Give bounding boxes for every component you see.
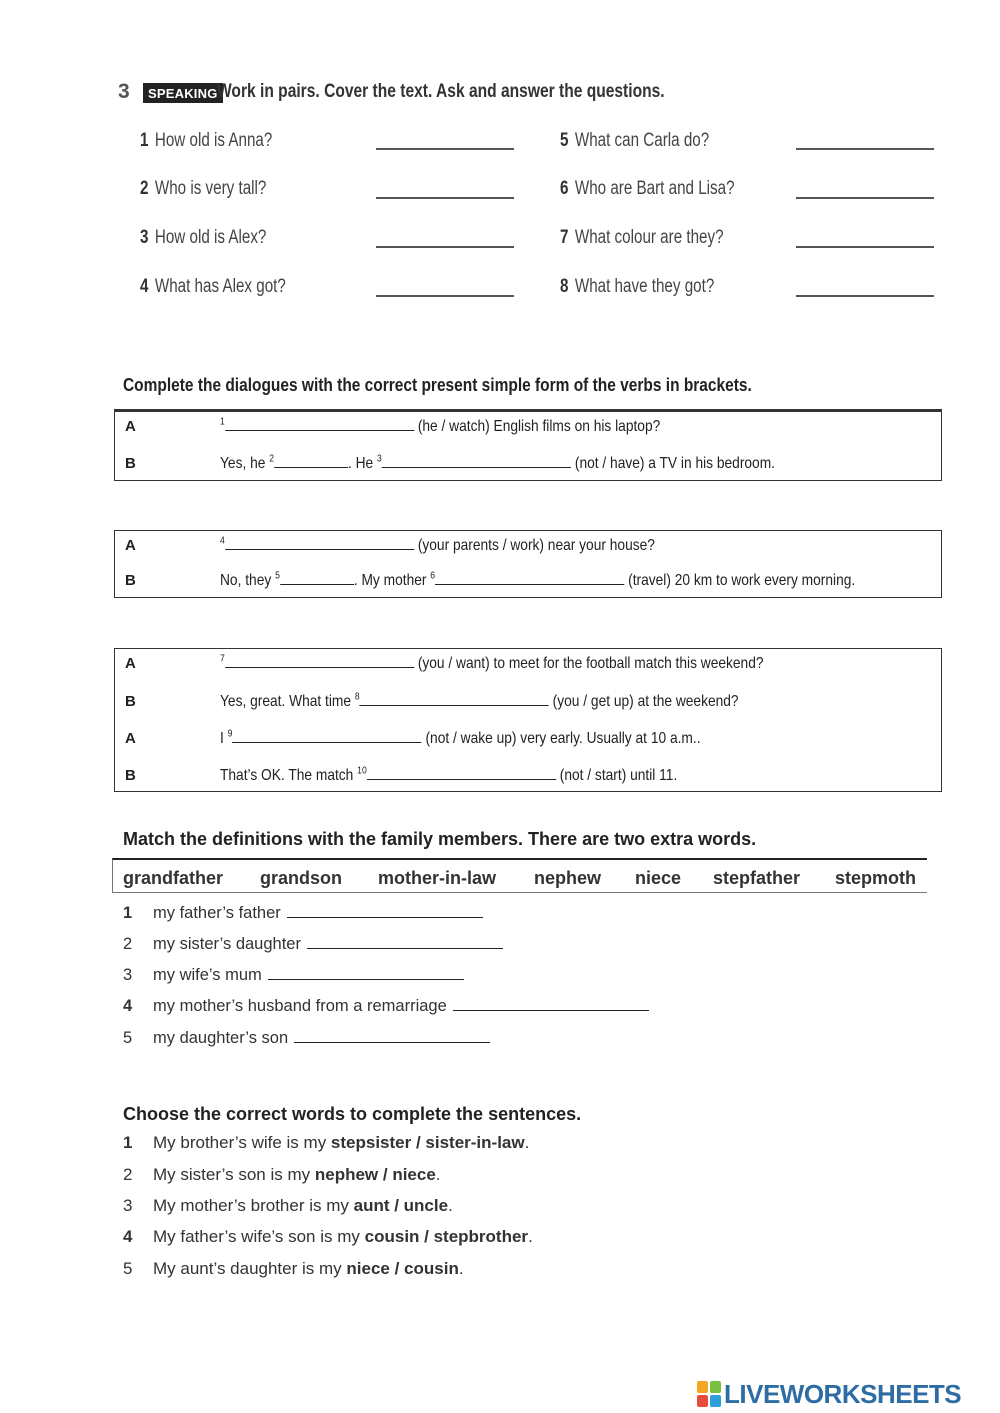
- speaker-label: A: [125, 418, 136, 435]
- answer-line[interactable]: [796, 197, 934, 199]
- question: 7 What colour are they?: [560, 227, 724, 248]
- speaker-label: B: [125, 767, 136, 784]
- logo-square: [697, 1381, 708, 1393]
- gap-blank[interactable]: [225, 535, 414, 550]
- dialogue-line: Yes, he $^2$ . He $^3$ (not / have) a TV in his bedroom.: [220, 453, 775, 472]
- answer-line[interactable]: [376, 246, 514, 248]
- dialogue-line: $^1$ (he / watch) English films on his laptop?: [220, 416, 661, 435]
- answer-line[interactable]: [287, 905, 483, 918]
- question: 2 Who is very tall?: [140, 178, 267, 199]
- word-item: stepfather: [713, 868, 801, 888]
- answer-line[interactable]: [796, 246, 934, 248]
- speaker-label: B: [125, 572, 136, 589]
- word-item: grandfather: [123, 868, 224, 888]
- logo-square: [710, 1381, 721, 1393]
- question: 8 What have they got?: [560, 276, 715, 297]
- dialogue-line: I $^9$ (not / wake up) very early. Usually at 10 a.m..: [220, 728, 701, 747]
- list-item: 2 My sister’s son is my nephew / niece.: [123, 1165, 441, 1184]
- answer-line[interactable]: [796, 148, 934, 150]
- question: 6 Who are Bart and Lisa?: [560, 178, 735, 199]
- gap-blank[interactable]: [225, 416, 414, 431]
- list-item: 5 My aunt’s daughter is my niece / cousin.: [123, 1259, 464, 1278]
- matching-title: Match the definitions with the family members. There are two extra words.: [123, 829, 757, 849]
- answer-line[interactable]: [307, 936, 503, 949]
- dialogue-box: [114, 409, 942, 481]
- answer-line[interactable]: [376, 295, 514, 297]
- list-item: 3 My mother’s brother is my aunt / uncle.: [123, 1196, 453, 1215]
- answer-line[interactable]: [376, 148, 514, 150]
- dialogue-line: $^4$ (your parents / work) near your house?: [220, 535, 655, 554]
- dialogue-line: That’s OK. The match $^{10}$ (not / start) until 11.: [220, 765, 678, 784]
- exercise-number: 3: [118, 80, 130, 103]
- answer-line[interactable]: [376, 197, 514, 199]
- exercise-instruction: Work in pairs. Cover the text. Ask and answer the questions.: [217, 81, 665, 102]
- gap-blank[interactable]: [274, 453, 348, 468]
- dialogue-box: [114, 648, 942, 792]
- word-item: stepmoth: [835, 868, 916, 888]
- dialogues-title: Complete the dialogues with the correct present simple form of the verbs in brackets.: [123, 375, 752, 395]
- question: 3 How old is Alex?: [140, 227, 267, 248]
- word-choice[interactable]: aunt / uncle: [353, 1196, 449, 1215]
- list-item: 2 my sister’s daughter: [123, 935, 503, 954]
- logo-square: [710, 1395, 721, 1407]
- answer-line[interactable]: [294, 1030, 490, 1043]
- answer-line[interactable]: [796, 295, 934, 297]
- speaking-badge: SPEAKING: [143, 83, 223, 103]
- dialogue-line: No, they $^5$ . My mother $^6$ (travel) 20 km to work every morning.: [220, 570, 856, 589]
- logo-square: [697, 1395, 708, 1407]
- question: 5 What can Carla do?: [560, 130, 710, 151]
- liveworksheets-logo[interactable]: [697, 1378, 961, 1410]
- logo-text: LIVEWORKSHEETS: [724, 1378, 962, 1409]
- word-box: [112, 858, 927, 893]
- gap-blank[interactable]: [280, 570, 354, 585]
- logo-icon: [697, 1381, 721, 1407]
- gap-blank[interactable]: [360, 691, 549, 706]
- gap-blank[interactable]: [232, 728, 421, 743]
- gap-blank[interactable]: [225, 653, 414, 668]
- dialogue-box: [114, 530, 942, 598]
- word-choice[interactable]: niece / cousin: [346, 1259, 459, 1278]
- answer-line[interactable]: [268, 967, 464, 980]
- speaker-label: B: [125, 693, 136, 710]
- word-item: niece: [635, 868, 682, 888]
- gap-blank[interactable]: [382, 453, 571, 468]
- speaker-label: A: [125, 730, 136, 747]
- answer-line[interactable]: [453, 998, 649, 1011]
- speaker-label: A: [125, 655, 136, 672]
- choose-title: Choose the correct words to complete the sentences.: [123, 1104, 582, 1124]
- list-item: 5 my daughter’s son: [123, 1029, 490, 1048]
- word-item: mother-in-law: [378, 868, 497, 888]
- word-item: grandson: [260, 868, 343, 888]
- question: 1 How old is Anna?: [140, 130, 273, 151]
- list-item: 1 my father’s father: [123, 904, 483, 923]
- dialogue-line: $^7$ (you / want) to meet for the football match this weekend?: [220, 653, 764, 672]
- word-choice[interactable]: nephew / niece: [314, 1165, 436, 1184]
- word-item: nephew: [534, 868, 602, 888]
- list-item: 1 My brother’s wife is my stepsister / sister-in-law.: [123, 1133, 530, 1152]
- gap-blank[interactable]: [435, 570, 624, 585]
- word-choice[interactable]: cousin / stepbrother: [364, 1227, 529, 1246]
- word-choice[interactable]: stepsister / sister-in-law: [330, 1133, 525, 1152]
- speaker-label: A: [125, 537, 136, 554]
- speaker-label: B: [125, 455, 136, 472]
- list-item: 3 my wife’s mum: [123, 966, 464, 985]
- list-item: 4 my mother’s husband from a remarriage: [123, 997, 649, 1016]
- question: 4 What has Alex got?: [140, 276, 286, 297]
- gap-blank[interactable]: [367, 765, 556, 780]
- list-item: 4 My father’s wife’s son is my cousin / stepbrother.: [123, 1227, 533, 1246]
- dialogue-line: Yes, great. What time $^8$ (you / get up) at the weekend?: [220, 691, 739, 710]
